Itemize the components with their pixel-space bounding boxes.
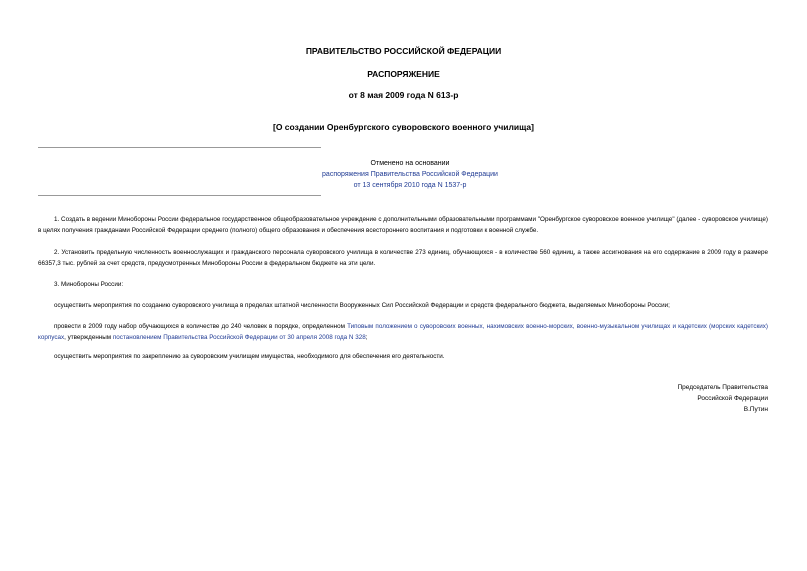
paragraph-3: 3. Минобороны России: [54,281,124,288]
cancellation-note: Отменено на основании [370,160,450,167]
paragraph-text: провести в 2009 году набор обучающихся в количестве до 240 человек в порядке, определенном [54,323,348,330]
government-heading: ПРАВИТЕЛЬСТВО РОССИЙСКОЙ ФЕДЕРАЦИИ [305,46,502,56]
document-date-number: от 8 мая 2009 года N 613-р [348,90,459,100]
paragraph-1: 1. Создать в ведении Минобороны России федеральное государственное общеобразовательное учреждение с дополнительными образовательными программами "Оренбургское суворовское военное училище" (далее - суворовское училище) в целях получения гражданами Российской Федерации среднего (полного) общего образования и обеспечения всестороннего воспитания и подготовки к военной службе. [38,216,768,234]
signatory-position-line1: Председатель Правительства [677,384,768,391]
top-divider [38,147,321,148]
government-decree-link[interactable]: постановлением Правительства Российской Федерации от 30 апреля 2008 года N 328 [112,333,366,341]
signatory-position-line2: Российской Федерации [697,395,768,402]
paragraph-3-item-3: осуществить мероприятия по закреплению за суворовским училищем имущества, необходимого для обеспечения его деятельности. [54,353,445,360]
cancellation-link-line2[interactable]: от 13 сентября 2010 года N 1537-р [353,182,467,189]
paragraph-3-item-1: осуществить мероприятия по созданию суворовского училища в пределах штатной численности Вооруженных Сил Российской Федерации и средств федерального бюджета, выделяемых Минобороны России; [54,302,670,309]
typical-regulation-link[interactable]: Типовым положением о суворовских военных, нахимовских военно-морских, военно-музыкальном училищах и кадетских (морских кадетских) корпусах [38,323,769,341]
document-title: [О создании Оренбургского суворовского военного училища] [272,122,534,132]
document-type-heading: РАСПОРЯЖЕНИЕ [367,69,440,79]
paragraph-2: 2. Установить предельную численность военнослужащих и гражданского персонала суворовского училища в количестве 273 единиц, обучающихся - в количестве 560 единиц, а также ассигнования на его содержание в 2009 году в размере 66357,3 тыс. рублей за счет средств, предусмотренных Минобороны России в федеральном бюджете на эти цели. [38,249,768,267]
paragraph-text: ; [365,333,368,341]
paragraph-text: , утвержденным [64,333,113,341]
signatory-name: В.Путин [743,406,768,413]
paragraph-3-item-2 [38,322,768,343]
cancellation-link-line1[interactable]: распоряжения Правительства Российской Федерации [322,171,498,178]
bottom-divider [38,195,321,196]
